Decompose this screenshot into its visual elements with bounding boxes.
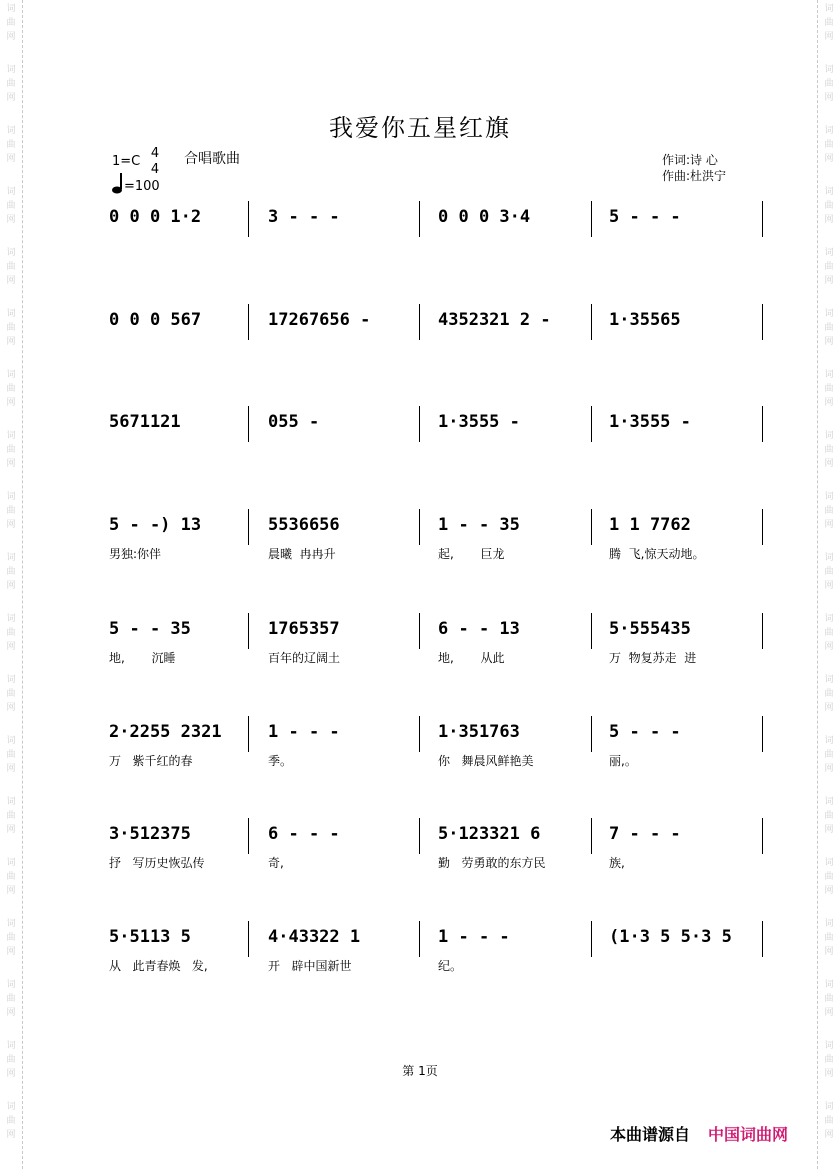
watermark-glyph: 曲: [6, 18, 16, 28]
watermark-glyph: 曲: [824, 384, 834, 394]
watermark-glyph: 网: [6, 32, 16, 42]
measure-notes: 6 - - -: [268, 824, 340, 844]
bar-line: [762, 201, 763, 237]
watermark-glyph: 曲: [6, 506, 16, 516]
measure-lyric: 丽,。: [609, 754, 637, 768]
bar-line: [419, 201, 420, 237]
watermark-glyph: 网: [6, 581, 16, 591]
watermark-glyph: 网: [824, 642, 834, 652]
source-site: 中国词曲网: [708, 1125, 789, 1144]
measure-notes: 5·123321 6: [438, 824, 541, 844]
watermark-glyph: 网: [6, 337, 16, 347]
measure-notes: 5 - -) 13: [109, 515, 202, 535]
measure-lyric: 奇,: [268, 856, 284, 870]
bar-line: [762, 406, 763, 442]
bar-line: [419, 406, 420, 442]
watermark-glyph: 网: [824, 276, 834, 286]
watermark-glyph: 网: [824, 764, 834, 774]
watermark-glyph: 词: [824, 614, 834, 624]
watermark-glyph: 网: [824, 459, 834, 469]
watermark-glyph: 曲: [824, 567, 834, 577]
measure-notes: 3 - - -: [268, 207, 340, 227]
watermark-glyph: 词: [6, 614, 16, 624]
measure-notes: 17267656 -: [268, 310, 371, 330]
watermark-glyph: 曲: [824, 262, 834, 272]
watermark-glyph: 词: [6, 1041, 16, 1051]
watermark-glyph: 曲: [824, 750, 834, 760]
measure-lyric: 起, 巨龙: [438, 547, 505, 561]
bar-line: [419, 716, 420, 752]
tempo-marking: [112, 172, 160, 194]
watermark-glyph: 词: [824, 431, 834, 441]
watermark-glyph: 词: [6, 65, 16, 75]
watermark-glyph: 词: [6, 980, 16, 990]
watermark-glyph: 曲: [6, 79, 16, 89]
watermark-glyph: 曲: [6, 994, 16, 1004]
watermark-glyph: 词: [824, 553, 834, 563]
watermark-glyph: 网: [824, 581, 834, 591]
measure-notes: 1 - - -: [268, 722, 340, 742]
watermark-glyph: 网: [824, 1130, 834, 1140]
measure-lyric: 纪。: [438, 959, 463, 973]
watermark-glyph: 网: [824, 337, 834, 347]
bar-line: [248, 613, 249, 649]
watermark-glyph: 词: [6, 553, 16, 563]
watermark-glyph: 词: [824, 980, 834, 990]
watermark-glyph: 网: [6, 276, 16, 286]
watermark-glyph: 网: [6, 1008, 16, 1018]
watermark-glyph: 词: [6, 858, 16, 868]
watermark-glyph: 曲: [6, 628, 16, 638]
bar-line: [591, 304, 592, 340]
watermark-glyph: 曲: [824, 1055, 834, 1065]
watermark-glyph: 词: [824, 309, 834, 319]
watermark-glyph: 曲: [824, 811, 834, 821]
measure-lyric: 地, 沉睡: [109, 651, 176, 665]
bar-line: [419, 818, 420, 854]
watermark-glyph: 曲: [6, 262, 16, 272]
credits: [662, 152, 726, 184]
watermark-glyph: 词: [824, 492, 834, 502]
watermark-glyph: 网: [6, 764, 16, 774]
measure-notes: 4·43322 1: [268, 927, 361, 947]
measure-notes: 1·35565: [609, 310, 681, 330]
watermark-glyph: 网: [6, 642, 16, 652]
watermark-glyph: 词: [824, 919, 834, 929]
quarter-note-icon: [112, 172, 124, 194]
watermark-glyph: 网: [6, 1130, 16, 1140]
measure-notes: 0 0 0 567: [109, 310, 202, 330]
bar-line: [248, 921, 249, 957]
bar-line: [419, 613, 420, 649]
bar-line: [762, 921, 763, 957]
bar-line: [248, 406, 249, 442]
watermark-glyph: 曲: [824, 994, 834, 1004]
measure-notes: 1 1 7762: [609, 515, 691, 535]
watermark-glyph: 词: [6, 309, 16, 319]
watermark-glyph: 曲: [824, 872, 834, 882]
measure-notes: 5671121: [109, 412, 181, 432]
bar-line: [591, 716, 592, 752]
watermark-glyph: 网: [6, 825, 16, 835]
measure-lyric: 你 舞晨风鲜艳美: [438, 754, 534, 768]
watermark-glyph: 网: [6, 947, 16, 957]
watermark-glyph: 网: [824, 520, 834, 530]
watermark-glyph: 词: [824, 126, 834, 136]
bar-line: [419, 509, 420, 545]
bar-line: [591, 509, 592, 545]
bar-line: [762, 509, 763, 545]
source-credit: [610, 1122, 788, 1145]
watermark-glyph: 词: [6, 248, 16, 258]
measure-notes: 2·2255 2321: [109, 722, 222, 742]
measure-lyric: 季。: [268, 754, 293, 768]
watermark-glyph: 词: [824, 187, 834, 197]
bar-line: [419, 921, 420, 957]
bar-line: [591, 818, 592, 854]
watermark-glyph: 词: [6, 736, 16, 746]
watermark-glyph: 曲: [824, 933, 834, 943]
measure-notes: 1765357: [268, 619, 340, 639]
watermark-glyph: 曲: [824, 445, 834, 455]
watermark-glyph: 网: [824, 886, 834, 896]
measure-lyric: 从 此青春焕 发,: [109, 959, 208, 973]
measure-notes: 1·3555 -: [438, 412, 520, 432]
watermark-glyph: 词: [824, 65, 834, 75]
bar-line: [591, 201, 592, 237]
watermark-glyph: 词: [6, 187, 16, 197]
bar-line: [248, 716, 249, 752]
watermark-glyph: 曲: [824, 18, 834, 28]
watermark-glyph: 词: [6, 1102, 16, 1112]
watermark-glyph: 曲: [824, 506, 834, 516]
bar-line: [762, 613, 763, 649]
measure-lyric: 万 紫千红的春: [109, 754, 193, 768]
measure-notes: 5·5113 5: [109, 927, 191, 947]
time-signature-top: 4: [150, 146, 160, 161]
measure-notes: 5536656: [268, 515, 340, 535]
watermark-glyph: 网: [6, 215, 16, 225]
watermark-glyph: 曲: [6, 1116, 16, 1126]
measure-lyric: 百年的辽阔土: [268, 651, 341, 665]
bar-line: [248, 304, 249, 340]
watermark-glyph: 词: [824, 797, 834, 807]
score-system: [0, 927, 840, 1047]
watermark-glyph: 曲: [6, 1055, 16, 1065]
watermark-glyph: 词: [824, 1041, 834, 1051]
bar-line: [248, 818, 249, 854]
watermark-glyph: 网: [6, 93, 16, 103]
watermark-glyph: 曲: [6, 201, 16, 211]
watermark-glyph: 网: [6, 154, 16, 164]
bar-line: [591, 613, 592, 649]
source-label: 本曲谱源自: [610, 1125, 691, 1144]
watermark-glyph: 网: [6, 1069, 16, 1079]
measure-notes: 3·512375: [109, 824, 191, 844]
bar-line: [419, 304, 420, 340]
watermark-glyph: 词: [824, 736, 834, 746]
measure-lyric: 开 辟中国新世: [268, 959, 352, 973]
watermark-glyph: 曲: [6, 872, 16, 882]
bar-line: [591, 406, 592, 442]
watermark-glyph: 曲: [824, 201, 834, 211]
bar-line: [762, 304, 763, 340]
watermark-glyph: 网: [6, 886, 16, 896]
measure-lyric: 男独:你伴: [109, 547, 162, 561]
measure-lyric: 万 物复苏走 进: [609, 651, 697, 665]
watermark-glyph: 网: [6, 520, 16, 530]
time-signature-bottom: 4: [150, 162, 160, 177]
measure-notes: 5 - - -: [609, 722, 681, 742]
watermark-glyph: 曲: [824, 79, 834, 89]
watermark-glyph: 词: [824, 370, 834, 380]
watermark-glyph: 网: [824, 1069, 834, 1079]
watermark-glyph: 曲: [6, 323, 16, 333]
watermark-glyph: 网: [824, 947, 834, 957]
watermark-glyph: 词: [6, 919, 16, 929]
bar-line: [248, 201, 249, 237]
watermark-glyph: 曲: [6, 750, 16, 760]
watermark-glyph: 网: [824, 1008, 834, 1018]
measure-notes: 5 - - -: [609, 207, 681, 227]
bar-line: [762, 716, 763, 752]
song-title: 我爱你五星红旗: [329, 114, 511, 142]
watermark-glyph: 曲: [824, 689, 834, 699]
measure-notes: 1 - - -: [438, 927, 510, 947]
watermark-glyph: 词: [824, 858, 834, 868]
watermark-glyph: 词: [6, 797, 16, 807]
bar-line: [762, 818, 763, 854]
watermark-glyph: 曲: [824, 140, 834, 150]
watermark-glyph: 曲: [824, 628, 834, 638]
watermark-glyph: 曲: [824, 1116, 834, 1126]
watermark-glyph: 词: [824, 248, 834, 258]
watermark-glyph: 曲: [6, 811, 16, 821]
bar-line: [248, 509, 249, 545]
key-signature: 1=C: [112, 154, 141, 169]
measure-notes: 0 0 0 3·4: [438, 207, 531, 227]
lyricist: 作词:诗 心: [662, 153, 718, 167]
measure-notes: 1·351763: [438, 722, 520, 742]
watermark-glyph: 网: [824, 398, 834, 408]
watermark-glyph: 网: [824, 703, 834, 713]
watermark-glyph: 词: [6, 431, 16, 441]
watermark-glyph: 曲: [6, 689, 16, 699]
measure-notes: 6 - - 13: [438, 619, 520, 639]
composer: 作曲:杜洪宁: [662, 169, 727, 183]
measure-notes: 5 - - 35: [109, 619, 191, 639]
measure-lyric: 抒 写历史恢弘传: [109, 856, 205, 870]
measure-notes: 4352321 2 -: [438, 310, 551, 330]
watermark-glyph: 词: [824, 675, 834, 685]
measure-lyric: 勤 劳勇敢的东方民: [438, 856, 546, 870]
watermark-glyph: 词: [6, 370, 16, 380]
measure-lyric: 腾 飞,惊天动地。: [609, 547, 705, 561]
song-genre: 合唱歌曲: [184, 151, 240, 167]
measure-notes: 0 0 0 1·2: [109, 207, 202, 227]
tempo-value: =100: [124, 179, 160, 194]
measure-notes: 055 -: [268, 412, 320, 432]
watermark-glyph: 网: [6, 459, 16, 469]
watermark-glyph: 词: [6, 492, 16, 502]
watermark-glyph: 词: [6, 126, 16, 136]
watermark-glyph: 网: [824, 215, 834, 225]
watermark-glyph: 网: [824, 825, 834, 835]
watermark-glyph: 词: [824, 1102, 834, 1112]
watermark-glyph: 词: [824, 4, 834, 14]
watermark-glyph: 网: [6, 398, 16, 408]
measure-notes: (1·3 5 5·3 5: [609, 927, 732, 947]
watermark-glyph: 曲: [6, 933, 16, 943]
watermark-glyph: 曲: [6, 140, 16, 150]
watermark-glyph: 网: [824, 154, 834, 164]
measure-notes: 5·555435: [609, 619, 691, 639]
watermark-glyph: 曲: [6, 445, 16, 455]
measure-notes: 7 - - -: [609, 824, 681, 844]
measure-lyric: 晨曦 冉冉升: [268, 547, 336, 561]
measure-lyric: 族,: [609, 856, 625, 870]
measure-lyric: 地, 从此: [438, 651, 505, 665]
measure-notes: 1·3555 -: [609, 412, 691, 432]
watermark-glyph: 网: [6, 703, 16, 713]
watermark-glyph: 曲: [6, 384, 16, 394]
watermark-glyph: 曲: [6, 567, 16, 577]
watermark-glyph: 词: [6, 4, 16, 14]
page-number: 第 1页: [402, 1064, 438, 1078]
watermark-glyph: 词: [6, 675, 16, 685]
bar-line: [591, 921, 592, 957]
watermark-glyph: 曲: [824, 323, 834, 333]
watermark-glyph: 网: [824, 93, 834, 103]
watermark-glyph: 网: [824, 32, 834, 42]
measure-notes: 1 - - 35: [438, 515, 520, 535]
